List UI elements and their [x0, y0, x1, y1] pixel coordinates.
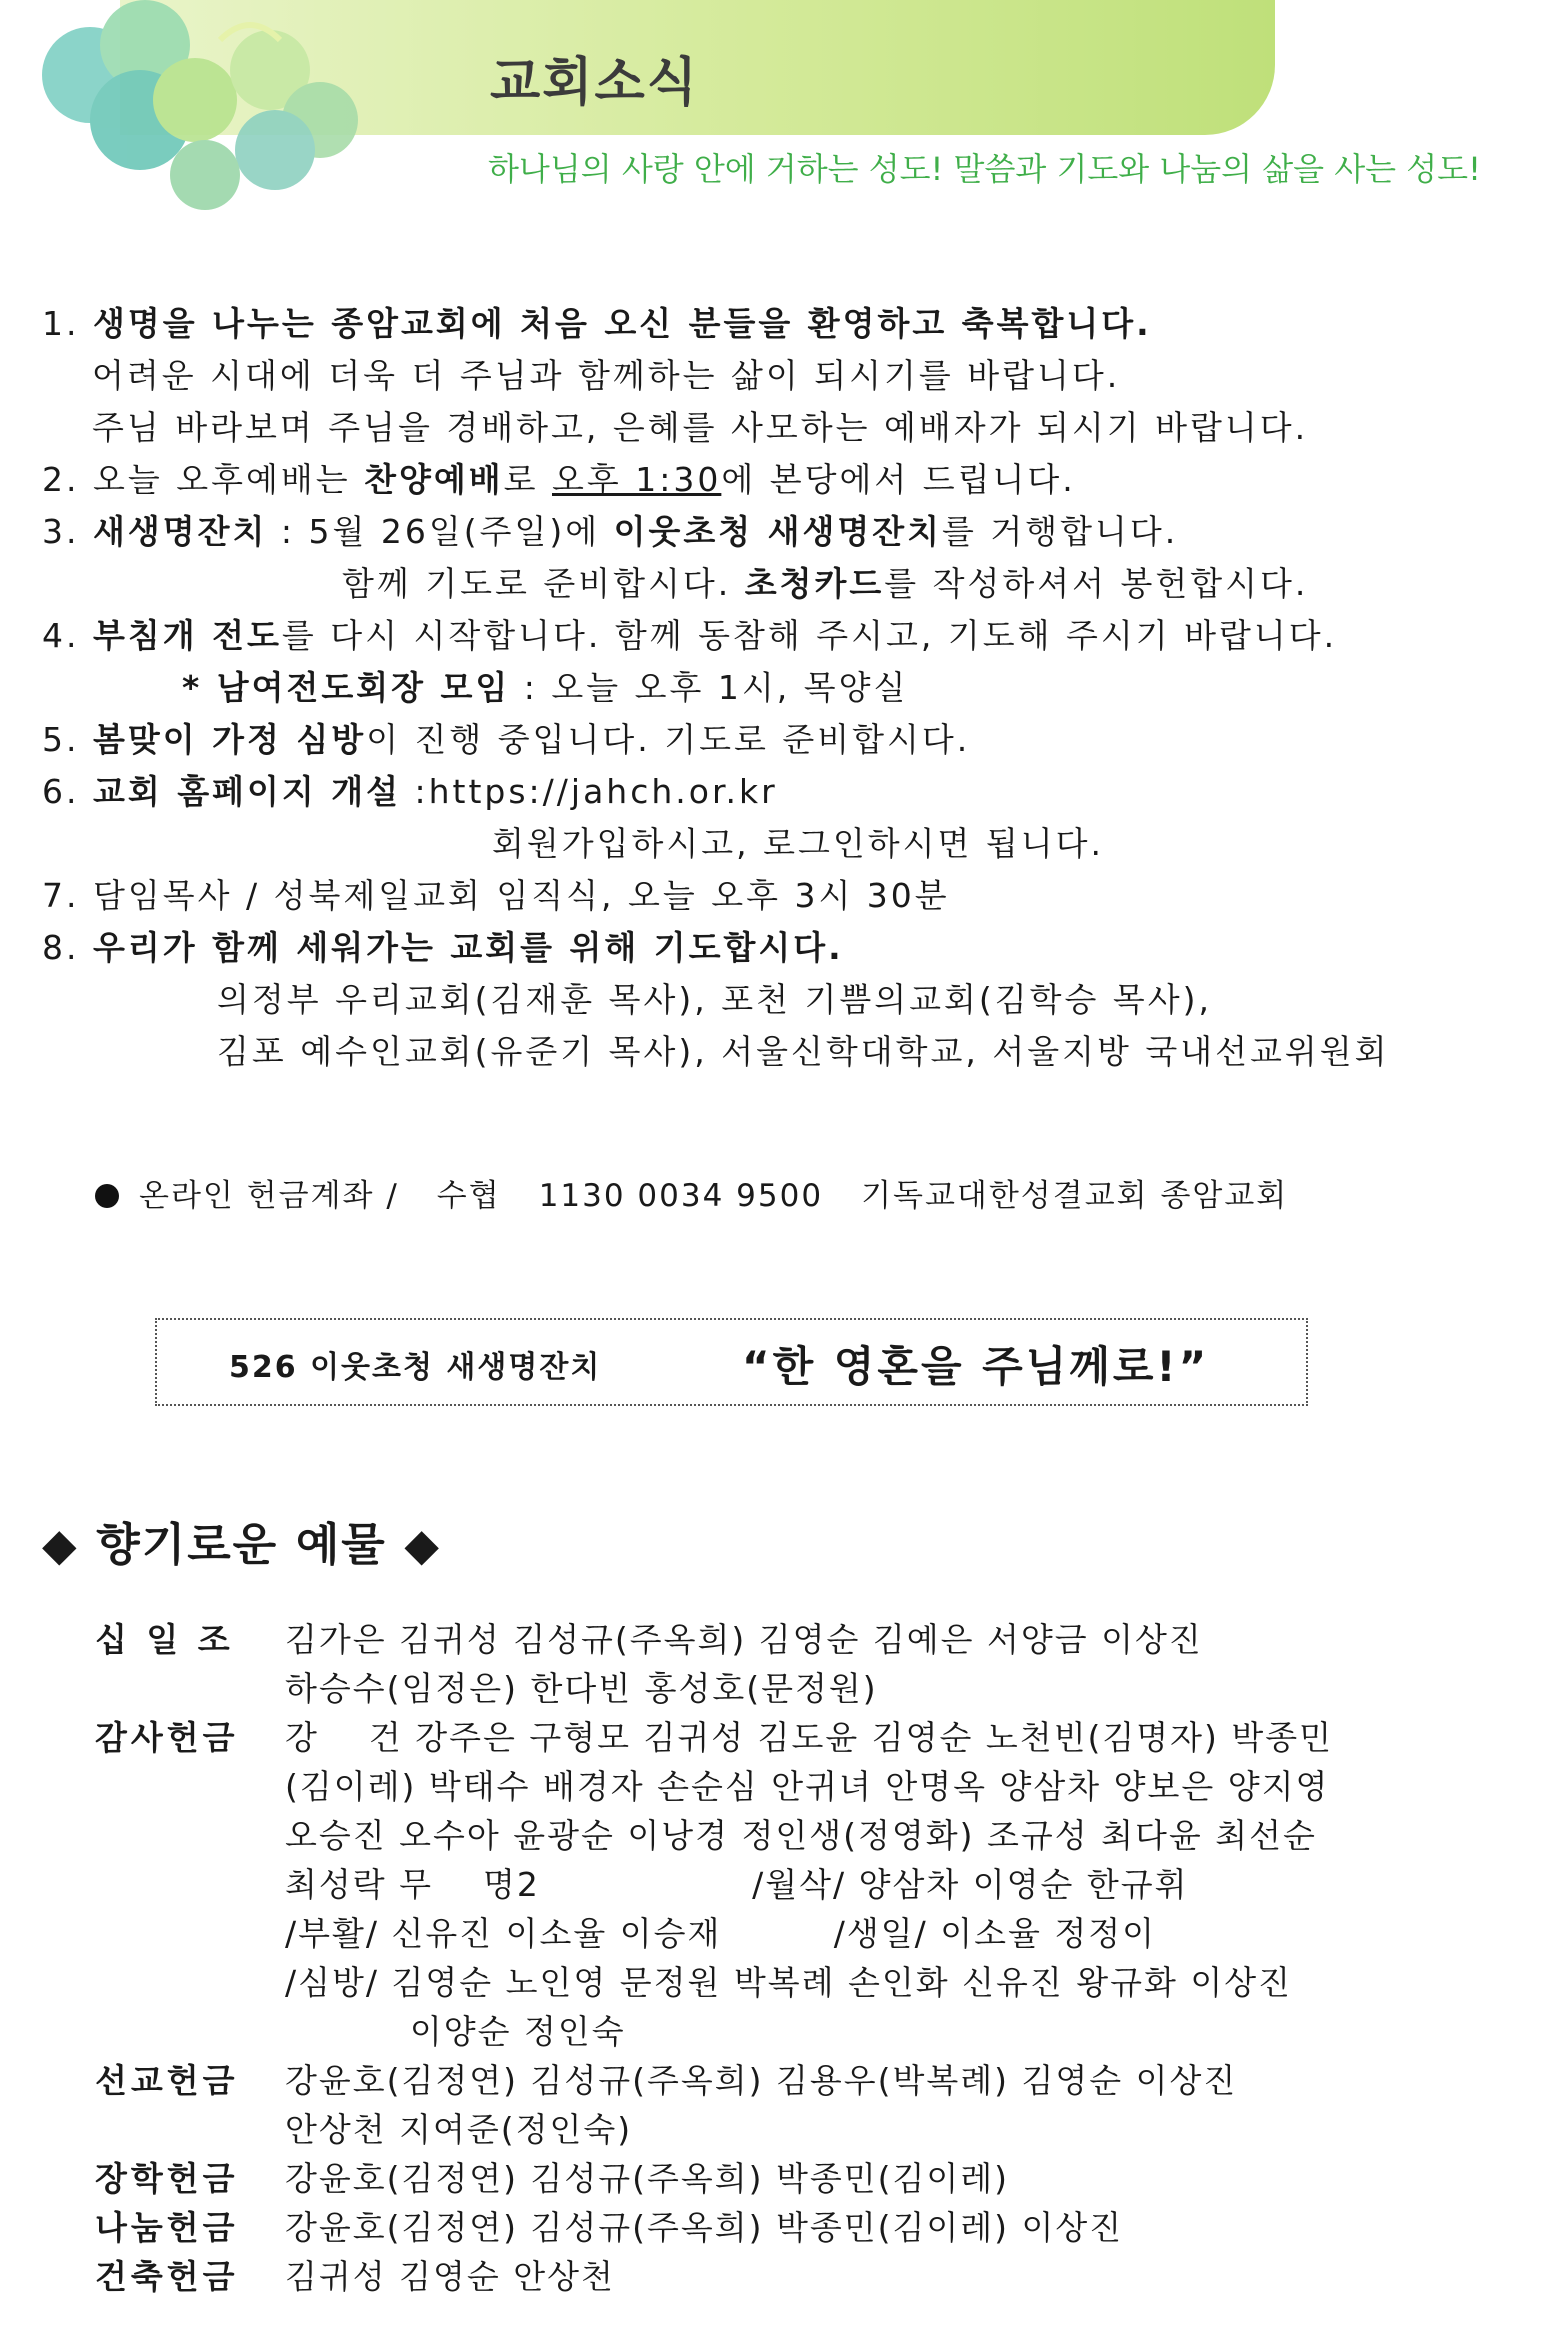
offering-label: 건축헌금	[95, 2257, 239, 2296]
offering-names: 오승진 오수아 윤광순 이낭경 정인생(정영화) 조규성 최다윤 최선순	[285, 1816, 1317, 1855]
bank-account-line	[95, 1170, 1288, 1215]
page-title: 교회소식	[490, 53, 699, 113]
notice-line-n3a	[42, 506, 1542, 558]
notice-text: :https://jahch.or.kr	[401, 772, 778, 811]
offering-row-thanks	[95, 1713, 1535, 2056]
notice-line-n4a	[42, 610, 1542, 662]
notice-text: 우리가 함께 세워가는 교회를 위해 기도합시다.	[92, 928, 844, 967]
notice-text: 4.	[42, 616, 93, 655]
notice-text: 5.	[42, 720, 93, 759]
offering-label: 십 일 조	[95, 1620, 234, 1659]
offering-names: 안상천 지여준(정인숙)	[285, 2110, 633, 2149]
offering-row-tithe	[95, 1615, 1535, 1713]
notice-text: 7. 담임목사 / 성북제일교회 임직식, 오늘 오후 3시 30분	[42, 876, 950, 915]
offering-names: 김가은 김귀성 김성규(주옥희) 김영순 김예은 서양금 이상진	[285, 1620, 1203, 1659]
notice-text: 1.	[42, 304, 93, 343]
notice-text: : 오늘 오후 1시, 목양실	[510, 668, 909, 707]
notice-line-n3b	[42, 558, 1542, 610]
notice-line-n8c	[42, 1026, 1542, 1078]
bank-label: 온라인 헌금계좌 /	[139, 1178, 399, 1214]
notice-text: 의정부 우리교회(김재훈 목사), 포천 기쁨의교회(김학승 목사),	[217, 980, 1212, 1019]
offering-label: 장학헌금	[95, 2159, 239, 2198]
offering-row-mission	[95, 2056, 1535, 2154]
notice-text: 회원가입하시고, 로그인하시면 됩니다.	[492, 824, 1105, 863]
notice-text: 에 본당에서 드립니다.	[721, 460, 1076, 499]
bullet-icon	[95, 1184, 119, 1208]
offering-names: 강 건 강주은 구형모 김귀성 김도윤 김영순 노천빈(김명자) 박종민	[285, 1718, 1333, 1757]
notice-line-n8b	[42, 974, 1542, 1026]
offering-row-sharing	[95, 2203, 1535, 2252]
notice-list	[42, 298, 1542, 1078]
notice-line-n1c	[42, 402, 1542, 454]
offering-names: /부활/ 신유진 이소율 이승재 /생일/ 이소율 정정이	[285, 1914, 1157, 1953]
offering-row-building	[95, 2252, 1535, 2301]
notice-text: 새생명잔치	[92, 512, 268, 551]
notice-text: 8.	[42, 928, 93, 967]
notice-text: 를 거행합니다.	[941, 512, 1179, 551]
offering-names: 이양순 정인숙	[285, 2012, 626, 2051]
notice-text: 를 작성하셔서 봉헌합시다.	[884, 564, 1309, 603]
notice-line-n1b	[42, 350, 1542, 402]
notice-text: 오후 1:30	[552, 460, 722, 499]
offering-names: /심방/ 김영순 노인영 문정원 박복례 손인화 신유진 왕규화 이상진	[285, 1963, 1292, 2002]
notice-line-n7	[42, 870, 1542, 922]
notice-text: 남여전도회장 모임	[216, 668, 511, 707]
event-banner	[155, 1318, 1308, 1406]
notice-text: 로	[503, 460, 552, 499]
notice-line-n5	[42, 714, 1542, 766]
offering-names: 강윤호(김정연) 김성규(주옥희) 박종민(김이레)	[285, 2159, 1010, 2198]
notice-line-n6b	[42, 818, 1542, 870]
notice-text: 이웃초청 새생명잔치	[613, 512, 942, 551]
notice-text: 6.	[42, 772, 93, 811]
offering-names: (김이레) 박태수 배경자 손순심 안귀녀 안명옥 양삼차 양보은 양지영	[285, 1767, 1330, 1806]
notice-text: *	[182, 668, 217, 707]
bank-account-holder: 기독교대한성결교회 종암교회	[861, 1178, 1289, 1214]
offering-names: 강윤호(김정연) 김성규(주옥희) 박종민(김이레) 이상진	[285, 2208, 1124, 2247]
notice-line-n6a	[42, 766, 1542, 818]
notice-line-n1a	[42, 298, 1542, 350]
offering-names: 강윤호(김정연) 김성규(주옥희) 김용우(박복례) 김영순 이상진	[285, 2061, 1238, 2100]
notice-text: 3.	[42, 512, 93, 551]
offerings-title: ◆ 향기로운 예물 ◆	[42, 1518, 442, 1571]
offering-label: 선교헌금	[95, 2061, 239, 2100]
notice-text: 찬양예배	[364, 460, 504, 499]
notice-text: 2. 오늘 오후예배는	[42, 460, 365, 499]
offering-row-scholar	[95, 2154, 1535, 2203]
notice-text: 초청카드	[744, 564, 885, 603]
notice-text: 생명을 나누는 종암교회에 처음 오신 분들을 환영하고 축복합니다.	[92, 304, 1152, 343]
notice-line-n4b	[42, 662, 1542, 714]
notice-text: 이 진행 중입니다. 기도로 준비합시다.	[366, 720, 971, 759]
offering-names: 하승수(임정은) 한다빈 홍성호(문정원)	[285, 1669, 878, 1708]
offering-names: 최성락 무 명2 /월삭/ 양삼차 이영순 한규휘	[285, 1865, 1189, 1904]
offerings-list	[95, 1615, 1535, 2301]
offering-label: 나눔헌금	[95, 2208, 239, 2247]
clover-leaf-decoration	[20, 0, 440, 230]
notice-line-n8a	[42, 922, 1542, 974]
notice-text: 어려운 시대에 더욱 더 주님과 함께하는 삶이 되시기를 바랍니다.	[92, 356, 1121, 395]
notice-text: 김포 예수인교회(유준기 목사), 서울신학대학교, 서울지방 국내선교위원회	[217, 1032, 1390, 1071]
event-banner-label: 526 이웃초청 새생명잔치	[229, 1350, 602, 1385]
page-subtitle: 하나님의 사랑 안에 거하는 성도! 말씀과 기도와 나눔의 삶을 사는 성도!	[488, 150, 1481, 188]
notice-text: 봄맞이 가정 심방	[92, 720, 367, 759]
notice-text: 부침개 전도	[92, 616, 282, 655]
notice-text: : 5월 26일(주일)에	[267, 512, 614, 551]
bank-account-number: 1130 0034 9500	[538, 1178, 824, 1214]
offering-label: 감사헌금	[95, 1718, 239, 1757]
bank-name: 수협	[436, 1178, 501, 1214]
event-banner-slogan: “한 영혼을 주님께로!”	[742, 1342, 1210, 1391]
notice-text: 교회 홈페이지 개설	[92, 772, 401, 811]
notice-text: 주님 바라보며 주님을 경배하고, 은혜를 사모하는 예배자가 되시기 바랍니다.	[92, 408, 1309, 447]
offering-names: 김귀성 김영순 안상천	[285, 2257, 615, 2296]
notice-text: 를 다시 시작합니다. 함께 동참해 주시고, 기도해 주시기 바랍니다.	[281, 616, 1338, 655]
notice-text: 함께 기도로 준비합시다.	[342, 564, 745, 603]
notice-line-n2	[42, 454, 1542, 506]
